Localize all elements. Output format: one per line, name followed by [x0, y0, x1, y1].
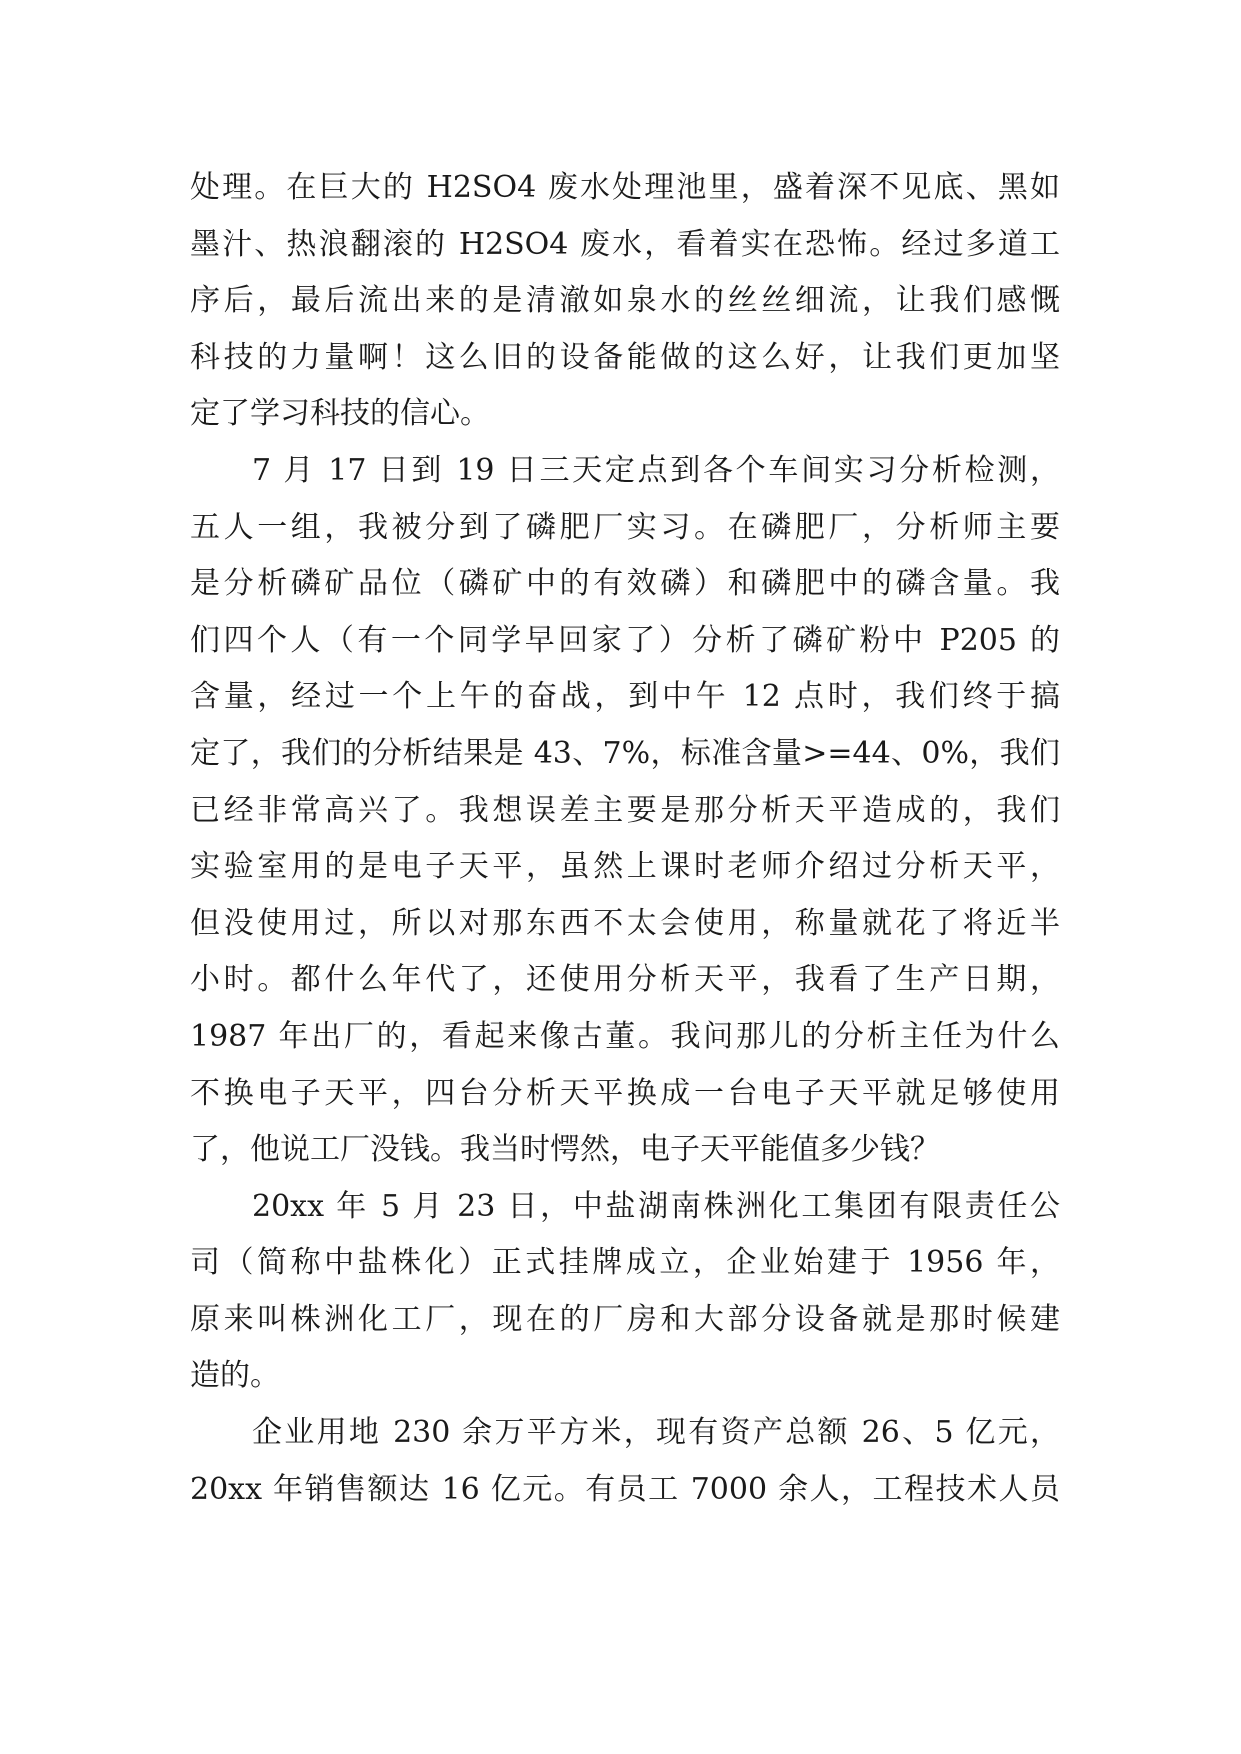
text-line: 了，他说工厂没钱。我当时愕然，电子天平能值多少钱？ — [190, 1132, 940, 1168]
text-line: 们四个人（有一个同学早回家了）分析了磷矿粉中 P205 的 — [190, 622, 1060, 658]
text-line: 企业用地 230 余万平方米，现有资产总额 26、5 亿元， — [252, 1415, 1060, 1451]
text-line: 造的。 — [190, 1358, 280, 1394]
text-line: 定了，我们的分析结果是 43、7%，标准含量>=44、0%，我们 — [190, 735, 1060, 771]
text-line: 科技的力量啊！这么旧的设备能做的这么好，让我们更加坚 — [190, 339, 1060, 375]
text-line: 1987 年出厂的，看起来像古董。我问那儿的分析主任为什么 — [190, 1018, 1060, 1054]
text-line: 序后，最后流出来的是清澈如泉水的丝丝细流，让我们感慨 — [190, 283, 1060, 319]
text-line: 20xx 年销售额达 16 亿元。有员工 7000 余人，工程技术人员 — [190, 1471, 1060, 1507]
text-line: 含量，经过一个上午的奋战，到中午 12 点时，我们终于搞 — [190, 679, 1060, 715]
text-line: 处理。在巨大的 H2SO4 废水处理池里，盛着深不见底、黑如 — [190, 170, 1060, 205]
text-line: 原来叫株洲化工厂，现在的厂房和大部分设备就是那时候建 — [190, 1301, 1060, 1337]
text-line: 已经非常高兴了。我想误差主要是那分析天平造成的，我们 — [190, 792, 1060, 828]
text-line: 不换电子天平，四台分析天平换成一台电子天平就足够使用 — [190, 1075, 1060, 1111]
text-line: 实验室用的是电子天平，虽然上课时老师介绍过分析天平， — [190, 849, 1060, 885]
text-line: 20xx 年 5 月 23 日，中盐湖南株洲化工集团有限责任公 — [252, 1188, 1060, 1224]
text-line: 定了学习科技的信心。 — [190, 396, 490, 432]
text-line: 墨汁、热浪翻滚的 H2SO4 废水，看着实在恐怖。经过多道工 — [190, 226, 1060, 262]
text-line: 小时。都什么年代了，还使用分析天平，我看了生产日期， — [190, 962, 1060, 998]
text-line: 是分析磷矿品位（磷矿中的有效磷）和磷肥中的磷含量。我 — [190, 566, 1060, 602]
text-line: 但没使用过，所以对那东西不太会使用，称量就花了将近半 — [190, 905, 1060, 941]
text-line: 司（简称中盐株化）正式挂牌成立，企业始建于 1956 年， — [190, 1245, 1060, 1281]
body-text — [190, 160, 1060, 1518]
text-line: 7 月 17 日到 19 日三天定点到各个车间实习分析检测， — [252, 452, 1060, 488]
text-line: 五人一组，我被分到了磷肥厂实习。在磷肥厂，分析师主要 — [190, 509, 1060, 545]
